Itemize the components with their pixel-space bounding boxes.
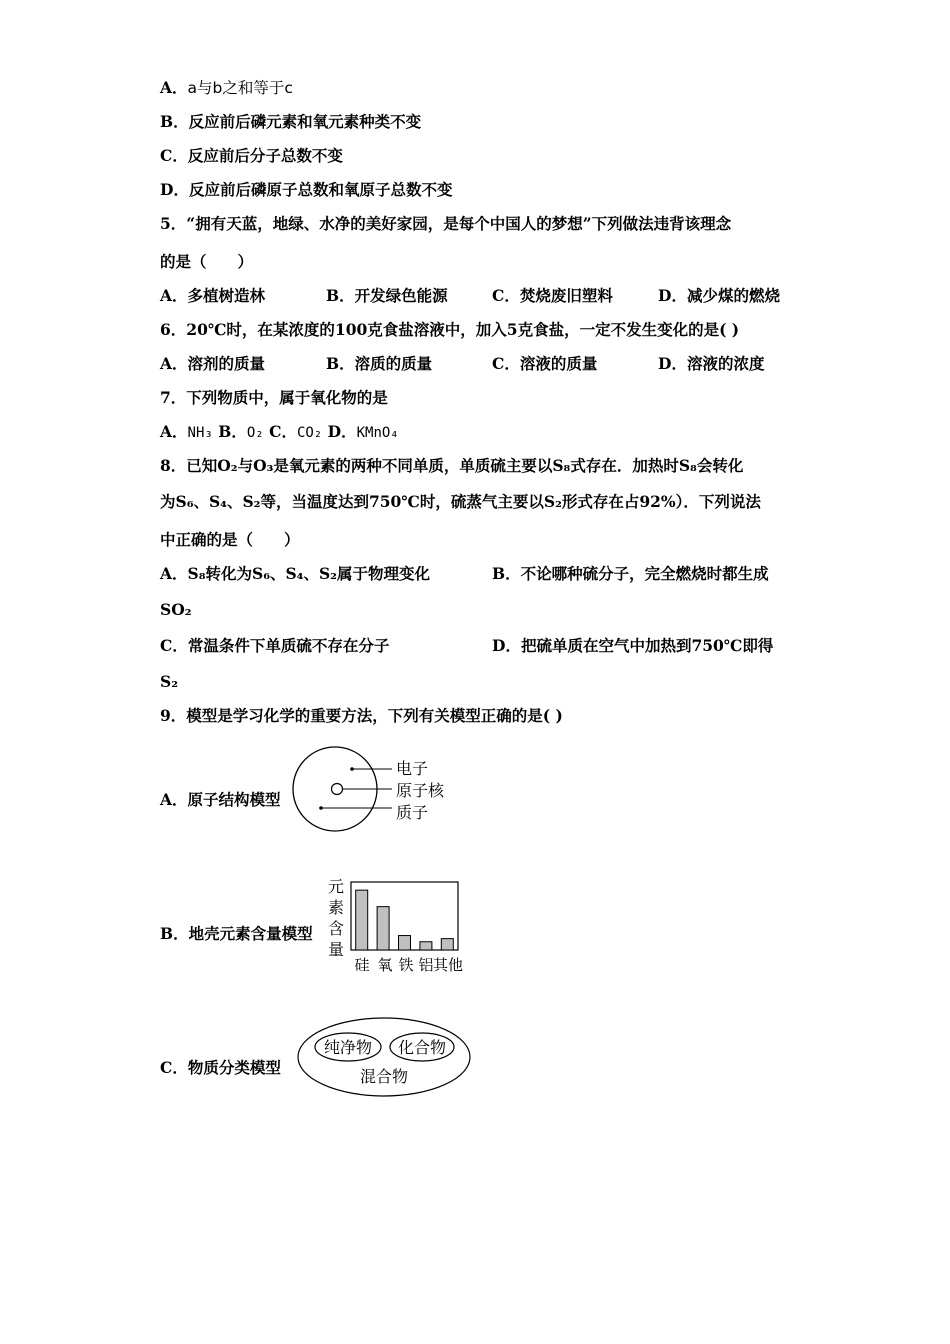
ylabel-char-1: 素 xyxy=(327,898,345,917)
q8-option-a: A．S₈转化为S₆、S₄、S₂属于物理变化 xyxy=(160,564,430,583)
q8-option-b: B．不论哪种硫分子，完全燃烧时都生成 xyxy=(492,564,769,583)
q6-option-a: A．溶剂的质量 xyxy=(160,354,266,373)
pure-substance-label: 纯净物 xyxy=(323,1038,373,1057)
q9-option-b-label: B．地壳元素含量模型 xyxy=(160,924,313,943)
atom-structure-figure xyxy=(285,745,460,835)
proton-label: 质子 xyxy=(396,803,429,822)
q5-option-b: B．开发绿色能源 xyxy=(326,286,448,305)
q8-option-b-cont: SO₂ xyxy=(160,600,192,619)
q8-option-d: D．把硫单质在空气中加热到750℃即得 xyxy=(492,636,774,655)
category-label-4: 其他 xyxy=(432,956,464,974)
q5-option-c: C．焚烧废旧塑料 xyxy=(492,286,613,305)
nucleus-circle xyxy=(332,784,343,795)
q4-option-a: A．a与b之和等于c xyxy=(160,78,293,97)
ylabel-char-2: 含 xyxy=(327,919,345,938)
bar-3 xyxy=(420,942,432,950)
mixture-label: 混合物 xyxy=(359,1067,409,1086)
bar-1 xyxy=(377,907,389,950)
q8-stem-line2: 为S₆、S₄、S₂等，当温度达到750℃时，硫蒸气主要以S₂形式存在占92%）．下列说法 xyxy=(160,492,761,511)
q5-option-d: D．减少煤的燃烧 xyxy=(658,286,780,305)
classification-figure xyxy=(296,1015,478,1100)
bar-2 xyxy=(399,936,411,950)
category-label-1: 氧 xyxy=(377,956,393,974)
compound-label: 化合物 xyxy=(397,1038,447,1057)
q6-option-b: B．溶质的质量 xyxy=(326,354,433,373)
bar-0 xyxy=(356,890,368,950)
q8-stem-line1: 8．已知O₂与O₃是氧元素的两种不同单质，单质硫主要以S₈式存在．加热时S₈会转化 xyxy=(160,456,744,475)
q8-stem-line3: 中正确的是（ ） xyxy=(160,530,300,549)
bar-4 xyxy=(441,939,453,950)
category-label-0: 硅 xyxy=(354,956,370,974)
electron-label: 电子 xyxy=(396,759,429,778)
q9-option-a-label: A．原子结构模型 xyxy=(160,790,281,809)
crust-element-chart xyxy=(322,872,472,977)
q6-option-c: C．溶液的质量 xyxy=(492,354,598,373)
q4-option-d: D．反应前后磷原子总数和氧原子总数不变 xyxy=(160,180,453,199)
q6-option-d: D．溶液的浓度 xyxy=(658,354,765,373)
q8-option-c: C．常温条件下单质硫不存在分子 xyxy=(160,636,390,655)
q7-options: A．NH₃ B．O₂ C．CO₂ D．KMnO₄ xyxy=(160,422,399,441)
nucleus-label: 原子核 xyxy=(396,781,445,800)
ylabel-char-0: 元 xyxy=(327,877,345,896)
q6-stem: 6．20℃时，在某浓度的100克食盐溶液中，加入5克食盐，一定不发生变化的是( ) xyxy=(160,320,740,339)
category-label-3: 铝 xyxy=(418,956,434,974)
q5-stem-line1: 5．“拥有天蓝，地绿、水净的美好家园，是每个中国人的梦想”下列做法违背该理念 xyxy=(160,214,732,233)
category-label-2: 铁 xyxy=(398,956,414,974)
q9-option-c-label: C．物质分类模型 xyxy=(160,1058,281,1077)
q4-option-b: B．反应前后磷元素和氧元素种类不变 xyxy=(160,112,422,131)
q4-option-c: C．反应前后分子总数不变 xyxy=(160,146,343,165)
ylabel-char-3: 量 xyxy=(327,940,345,959)
q9-stem: 9．模型是学习化学的重要方法，下列有关模型正确的是( ) xyxy=(160,706,563,725)
q8-option-d-cont: S₂ xyxy=(160,672,178,691)
q7-stem: 7．下列物质中，属于氧化物的是 xyxy=(160,388,388,407)
q5-stem-line2: 的是（ ） xyxy=(160,252,254,271)
q5-option-a: A．多植树造林 xyxy=(160,286,266,305)
